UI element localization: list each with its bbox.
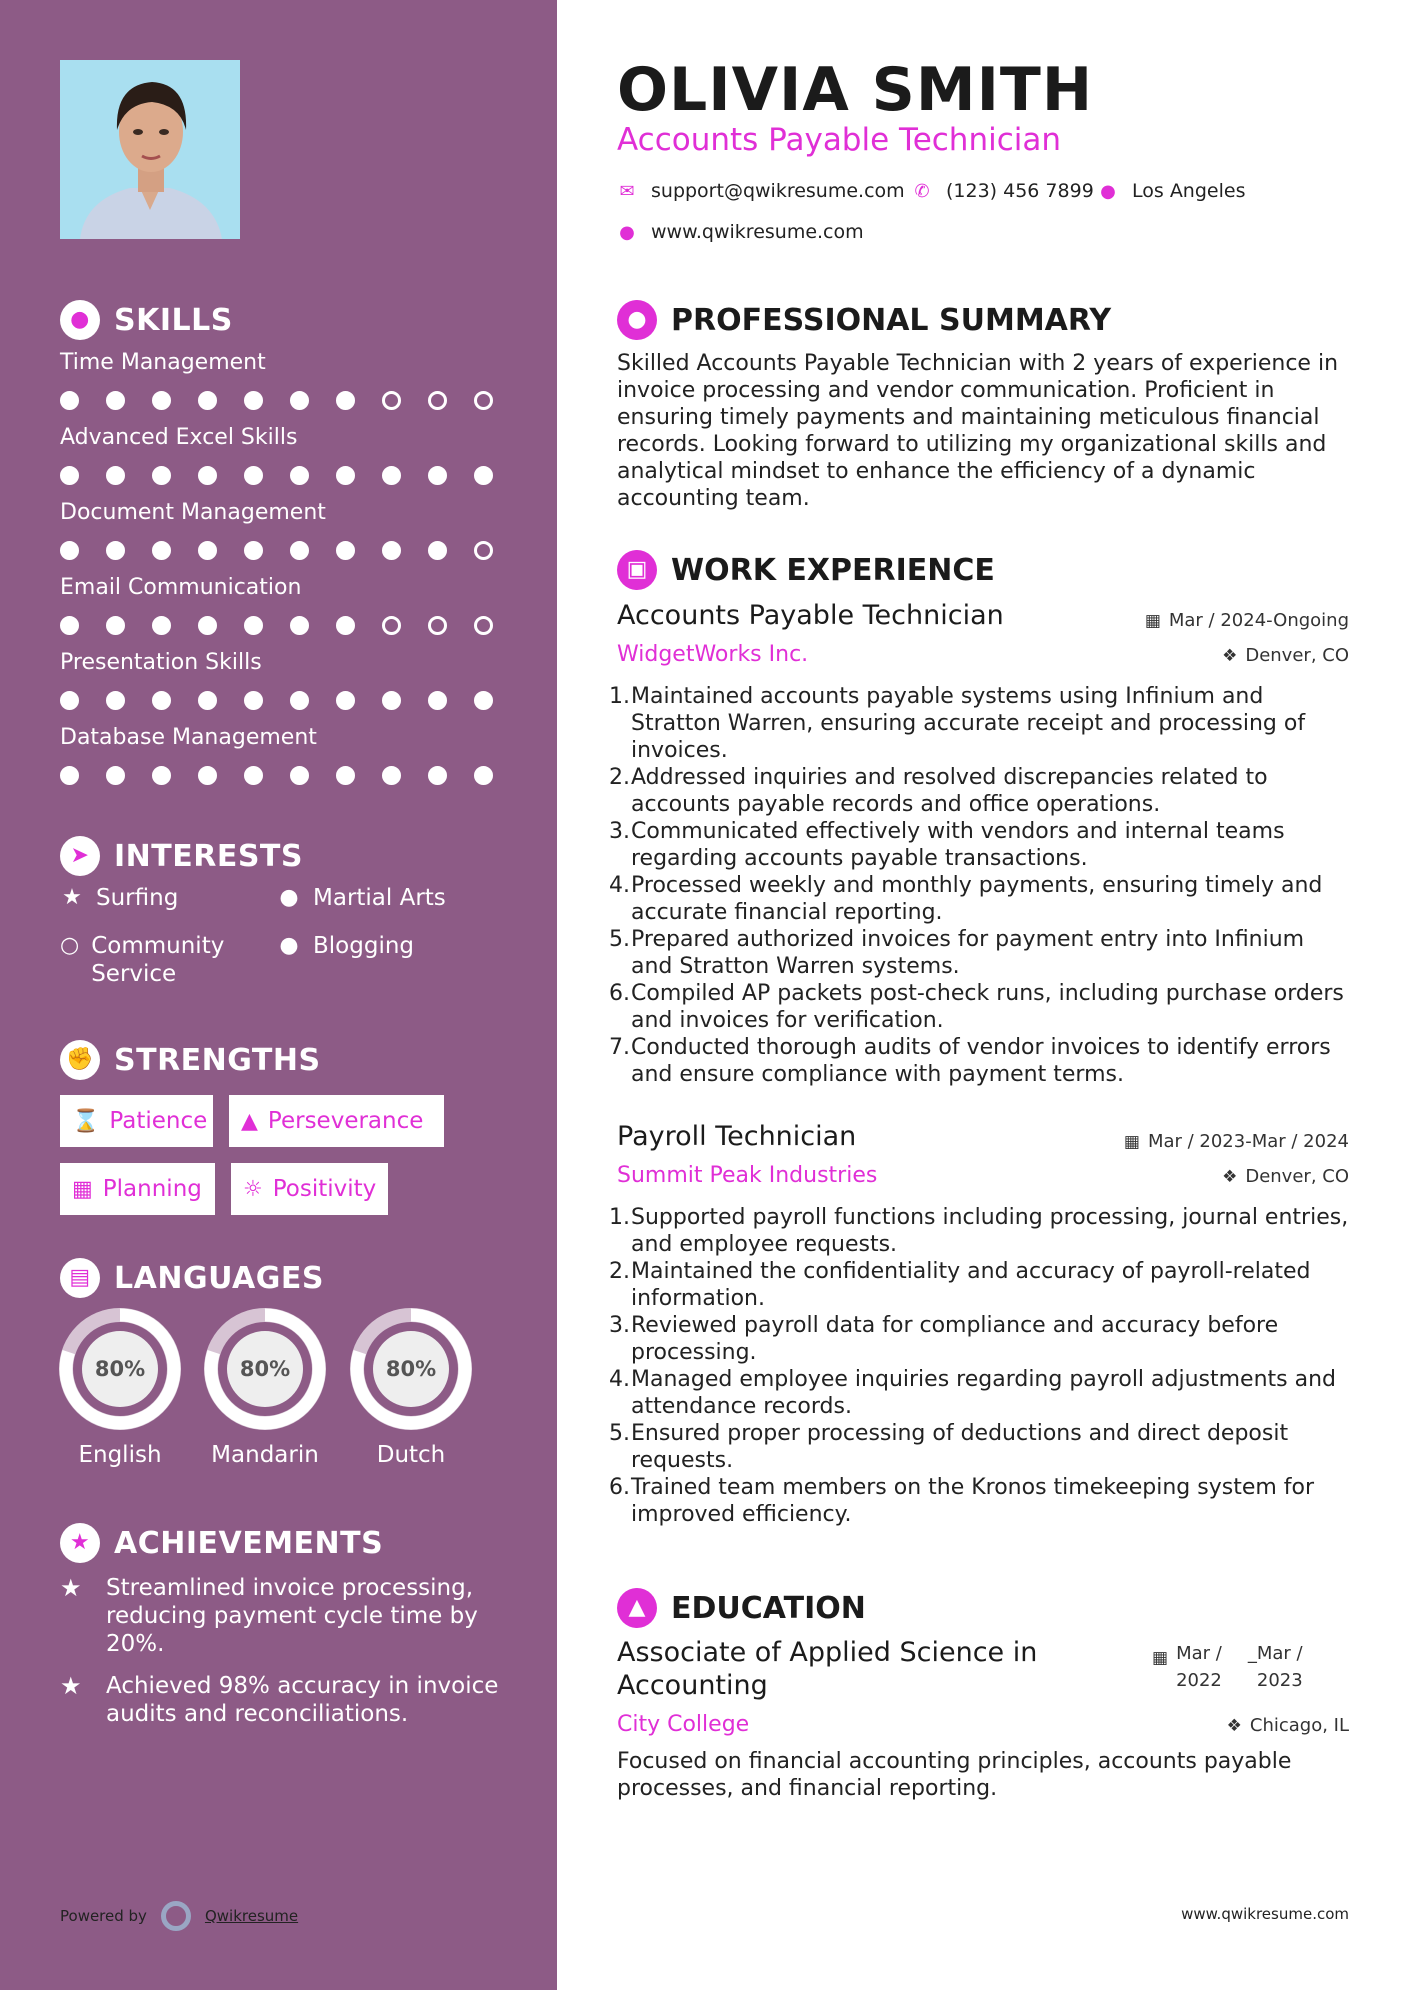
duty-number: 1. bbox=[609, 1205, 630, 1230]
skills-heading: ● SKILLS bbox=[60, 300, 233, 340]
education-description: Focused on financial accounting principles, accounts payable processes, and financial reporting. bbox=[617, 1749, 1292, 1801]
skill-rating bbox=[60, 466, 493, 485]
qwikresume-logo-icon bbox=[161, 1901, 191, 1931]
rating-dot bbox=[152, 766, 171, 785]
duty-item bbox=[609, 1366, 1352, 1420]
website-link[interactable]: www.qwikresume.com bbox=[651, 221, 864, 243]
rating-dot bbox=[60, 541, 79, 560]
sun-icon: ☼ bbox=[243, 1176, 263, 1202]
rating-dot bbox=[382, 691, 401, 710]
skill-rating bbox=[60, 616, 493, 635]
language-percent: 80% bbox=[82, 1331, 158, 1407]
job-title: Payroll Technician bbox=[617, 1121, 857, 1152]
skill-rating bbox=[60, 766, 493, 785]
company-name: Summit Peak Industries bbox=[617, 1163, 878, 1188]
duty-text: Managed employee inquiries regarding payroll adjustments and attendance records. bbox=[631, 1367, 1337, 1419]
rating-dot bbox=[198, 616, 217, 635]
duty-number: 6. bbox=[609, 1475, 630, 1500]
language-percent: 80% bbox=[227, 1331, 303, 1407]
achievement-item: ★ Achieved 98% accuracy in invoice audits and reconciliations. bbox=[60, 1672, 499, 1727]
contact-phone: ✆ (123) 456 7899 bbox=[912, 180, 1094, 202]
globe-icon: ● bbox=[619, 221, 635, 243]
duty-number: 3. bbox=[609, 1313, 630, 1338]
phone-icon: ✆ bbox=[914, 180, 930, 202]
duty-number: 4. bbox=[609, 1367, 630, 1392]
candidate-name: OLIVIA SMITH bbox=[617, 55, 1094, 125]
rating-dot bbox=[60, 391, 79, 410]
rating-dot bbox=[336, 766, 355, 785]
skill-name: Advanced Excel Skills bbox=[60, 425, 298, 450]
rating-dot bbox=[428, 541, 447, 560]
pin-icon: ❖ bbox=[1222, 1166, 1238, 1187]
job-location: ❖ Denver, CO bbox=[1222, 645, 1349, 666]
climber-icon: ▲ bbox=[241, 1108, 258, 1134]
school-name: City College bbox=[617, 1712, 750, 1737]
pin-icon: ❖ bbox=[1226, 1715, 1242, 1736]
map-pin-icon: ● bbox=[1100, 180, 1116, 202]
briefcase-icon: ▣ bbox=[617, 550, 657, 590]
rating-dot bbox=[152, 616, 171, 635]
duty-item bbox=[609, 926, 1352, 980]
candidate-role: Accounts Payable Technician bbox=[617, 122, 1062, 158]
rating-dot bbox=[336, 541, 355, 560]
rating-dot bbox=[290, 691, 309, 710]
rating-dot bbox=[382, 766, 401, 785]
rating-dot bbox=[106, 691, 125, 710]
rating-dot bbox=[474, 616, 493, 635]
calendar-icon: ▦ bbox=[72, 1176, 93, 1202]
rating-dot bbox=[336, 691, 355, 710]
duty-number: 1. bbox=[609, 684, 630, 709]
calendar-icon: ▦ bbox=[1152, 1648, 1169, 1668]
powered-by: Powered by Qwikresume bbox=[60, 1901, 298, 1931]
paper-plane-icon: ➤ bbox=[60, 836, 100, 876]
duty-item bbox=[609, 1034, 1352, 1088]
rating-dot bbox=[428, 616, 447, 635]
skill-rating bbox=[60, 541, 493, 560]
rating-dot bbox=[290, 466, 309, 485]
rating-dot bbox=[244, 466, 263, 485]
rating-dot bbox=[106, 766, 125, 785]
duty-item bbox=[609, 818, 1352, 872]
rating-dot bbox=[382, 391, 401, 410]
strength-chip: ⌛ Patience bbox=[60, 1095, 213, 1147]
duty-item bbox=[609, 683, 1352, 764]
language-name: English bbox=[78, 1442, 162, 1468]
rating-dot bbox=[152, 691, 171, 710]
rating-dot bbox=[60, 766, 79, 785]
job-location: ❖ Denver, CO bbox=[1222, 1166, 1349, 1187]
language-level-arc bbox=[66, 1315, 174, 1423]
duty-text: Communicated effectively with vendors and internal teams regarding accounts payable transactions. bbox=[631, 819, 1285, 871]
degree-title: Associate of Applied Science in Accounting bbox=[617, 1637, 1038, 1701]
calendar-icon: ▦ bbox=[1144, 610, 1161, 631]
rating-dot bbox=[382, 616, 401, 635]
language-item bbox=[204, 1308, 326, 1468]
rating-dot bbox=[198, 391, 217, 410]
skill-name: Document Management bbox=[60, 500, 326, 525]
rating-dot bbox=[198, 766, 217, 785]
fist-icon: ✊ bbox=[60, 1040, 100, 1080]
sidebar bbox=[0, 0, 557, 1990]
rating-dot bbox=[106, 391, 125, 410]
duty-text: Maintained the confidentiality and accuracy of payroll-related information. bbox=[631, 1259, 1311, 1311]
rating-dot bbox=[474, 466, 493, 485]
language-item bbox=[350, 1308, 472, 1468]
duty-item bbox=[609, 764, 1352, 818]
duty-number: 5. bbox=[609, 1421, 630, 1446]
duty-text: Addressed inquiries and resolved discrepancies related to accounts payable records and office operations. bbox=[631, 765, 1268, 817]
globe-icon: ● bbox=[279, 885, 299, 910]
rating-dot bbox=[336, 616, 355, 635]
rating-dot bbox=[290, 766, 309, 785]
qwikresume-link[interactable]: Qwikresume bbox=[204, 1907, 299, 1925]
strength-chip: ☼ Positivity bbox=[231, 1163, 388, 1215]
skill-name: Presentation Skills bbox=[60, 650, 262, 675]
duty-item bbox=[609, 1420, 1352, 1474]
rating-dot bbox=[474, 541, 493, 560]
rating-dot bbox=[60, 466, 79, 485]
rating-dot bbox=[336, 391, 355, 410]
star-icon: ★ bbox=[62, 885, 82, 910]
rating-dot bbox=[106, 541, 125, 560]
skill-rating bbox=[60, 691, 493, 710]
rating-dot bbox=[428, 766, 447, 785]
interest-item: ● Blogging bbox=[277, 932, 414, 960]
rating-dot bbox=[244, 541, 263, 560]
shooting-star-icon: ★ bbox=[60, 1672, 82, 1700]
users-icon: ● bbox=[279, 933, 299, 958]
skill-name: Database Management bbox=[60, 725, 317, 750]
duty-number: 4. bbox=[609, 873, 630, 898]
interests-heading: ➤ INTERESTS bbox=[60, 836, 303, 876]
duty-number: 5. bbox=[609, 927, 630, 952]
language-name: Dutch bbox=[376, 1442, 446, 1468]
duty-item bbox=[609, 1312, 1352, 1366]
rating-dot bbox=[428, 466, 447, 485]
duty-number: 2. bbox=[609, 765, 630, 790]
duty-number: 6. bbox=[609, 981, 630, 1006]
interest-item: ● Martial Arts bbox=[277, 884, 446, 912]
rating-dot bbox=[474, 691, 493, 710]
rating-dot bbox=[152, 391, 171, 410]
duty-number: 3. bbox=[609, 819, 630, 844]
calendar-icon: ▦ bbox=[1123, 1131, 1140, 1152]
language-progress-ring bbox=[204, 1308, 326, 1430]
rating-dot bbox=[244, 766, 263, 785]
language-progress-ring bbox=[350, 1308, 472, 1430]
hourglass-icon: ⌛ bbox=[72, 1108, 100, 1134]
rating-dot bbox=[106, 616, 125, 635]
duty-item bbox=[609, 1474, 1352, 1528]
duty-text: Compiled AP packets post-check runs, including purchase orders and invoices for verification. bbox=[631, 981, 1344, 1033]
shooting-star-icon: ★ bbox=[60, 1574, 82, 1602]
rating-dot bbox=[290, 616, 309, 635]
skill-rating bbox=[60, 391, 493, 410]
strengths-heading: ✊ STRENGTHS bbox=[60, 1040, 321, 1080]
job-title: Accounts Payable Technician bbox=[617, 600, 1004, 631]
rating-dot bbox=[290, 541, 309, 560]
rating-dot bbox=[106, 466, 125, 485]
education-dates: ▦ Mar / 2022 _ Mar / 2023 bbox=[1152, 1640, 1303, 1694]
rating-dot bbox=[244, 691, 263, 710]
language-card-icon: ▤ bbox=[60, 1258, 100, 1298]
duty-item bbox=[609, 980, 1352, 1034]
hand-icon: ○ bbox=[60, 933, 80, 958]
rating-dot bbox=[336, 466, 355, 485]
lightbulb-icon: ● bbox=[60, 300, 100, 340]
rating-dot bbox=[198, 541, 217, 560]
user-icon: ● bbox=[617, 300, 657, 340]
rating-dot bbox=[152, 541, 171, 560]
rating-dot bbox=[382, 541, 401, 560]
strength-chip: ▲ Perseverance bbox=[229, 1095, 444, 1147]
duty-item bbox=[609, 872, 1352, 926]
rating-dot bbox=[198, 466, 217, 485]
education-location: ❖ Chicago, IL bbox=[1226, 1715, 1349, 1736]
achievement-item: ★ Streamlined invoice processing, reducing payment cycle time by 20%. bbox=[60, 1574, 478, 1657]
languages-heading: ▤ LANGUAGES bbox=[60, 1258, 324, 1298]
language-percent: 80% bbox=[373, 1331, 449, 1407]
duty-text: Reviewed payroll data for compliance and accuracy before processing. bbox=[631, 1313, 1279, 1365]
footer-url[interactable]: www.qwikresume.com bbox=[1181, 1905, 1349, 1923]
profile-photo bbox=[60, 60, 240, 239]
duty-number: 2. bbox=[609, 1259, 630, 1284]
language-level-arc bbox=[211, 1315, 319, 1423]
pin-icon: ❖ bbox=[1222, 645, 1238, 666]
duty-number: 7. bbox=[609, 1035, 630, 1060]
rating-dot bbox=[198, 691, 217, 710]
rating-dot bbox=[244, 616, 263, 635]
job-dates: ▦ Mar / 2023-Mar / 2024 bbox=[1123, 1131, 1349, 1152]
duty-text: Supported payroll functions including processing, journal entries, and employee requests. bbox=[631, 1205, 1349, 1257]
duty-item bbox=[609, 1204, 1352, 1258]
summary-text: Skilled Accounts Payable Technician with 2 years of experience in invoice processing and vendor communication. Proficient in ensuring timely payments and maintaining meticulous financial records. Looking forward to utilizing my organizational skills and analytical mindset to enhance the efficiency of a dynamic accounting team. bbox=[617, 351, 1339, 511]
rating-dot bbox=[474, 766, 493, 785]
award-star-icon: ★ bbox=[60, 1523, 100, 1563]
job-dates: ▦ Mar / 2024-Ongoing bbox=[1144, 610, 1349, 631]
language-level-arc bbox=[357, 1315, 465, 1423]
strength-chip: ▦ Planning bbox=[60, 1163, 215, 1215]
rating-dot bbox=[152, 466, 171, 485]
language-progress-ring bbox=[59, 1308, 181, 1430]
duty-item bbox=[609, 1258, 1352, 1312]
rating-dot bbox=[290, 391, 309, 410]
rating-dot bbox=[474, 391, 493, 410]
achievements-heading: ★ ACHIEVEMENTS bbox=[60, 1523, 383, 1563]
rating-dot bbox=[382, 466, 401, 485]
contact-website bbox=[617, 221, 864, 243]
language-name: Mandarin bbox=[211, 1442, 319, 1468]
rating-dot bbox=[60, 616, 79, 635]
interest-item: ○ Community Service bbox=[60, 933, 225, 987]
job-duties bbox=[609, 1204, 1352, 1528]
duty-text: Ensured proper processing of deductions and direct deposit requests. bbox=[631, 1421, 1289, 1473]
skill-name: Email Communication bbox=[60, 575, 302, 600]
skill-name: Time Management bbox=[60, 350, 266, 375]
rating-dot bbox=[60, 691, 79, 710]
contact-email bbox=[617, 180, 905, 202]
contact-location: ● Los Angeles bbox=[1098, 180, 1245, 202]
graduation-icon: ▲ bbox=[617, 1588, 657, 1628]
duty-text: Processed weekly and monthly payments, ensuring timely and accurate financial reporting. bbox=[631, 873, 1323, 925]
experience-heading: ▣ WORK EXPERIENCE bbox=[617, 550, 995, 590]
job-duties bbox=[609, 683, 1352, 1088]
rating-dot bbox=[428, 691, 447, 710]
envelope-icon: ✉ bbox=[619, 180, 635, 202]
duty-text: Conducted thorough audits of vendor invoices to identify errors and ensure compliance with payment terms. bbox=[631, 1035, 1331, 1087]
interest-item: ★ Surfing bbox=[60, 884, 178, 912]
education-heading: ▲ EDUCATION bbox=[617, 1588, 866, 1628]
duty-text: Trained team members on the Kronos timekeeping system for improved efficiency. bbox=[631, 1475, 1315, 1527]
summary-heading: ● PROFESSIONAL SUMMARY bbox=[617, 300, 1111, 340]
language-item bbox=[59, 1308, 181, 1468]
rating-dot bbox=[428, 391, 447, 410]
company-name: WidgetWorks Inc. bbox=[617, 642, 809, 667]
duty-text: Maintained accounts payable systems using Infinium and Stratton Warren, ensuring accurate receipt and processing of invoices. bbox=[631, 684, 1306, 763]
rating-dot bbox=[244, 391, 263, 410]
email-link[interactable]: support@qwikresume.com bbox=[651, 180, 905, 202]
duty-text: Prepared authorized invoices for payment entry into Infinium and Stratton Warren systems. bbox=[631, 927, 1305, 979]
